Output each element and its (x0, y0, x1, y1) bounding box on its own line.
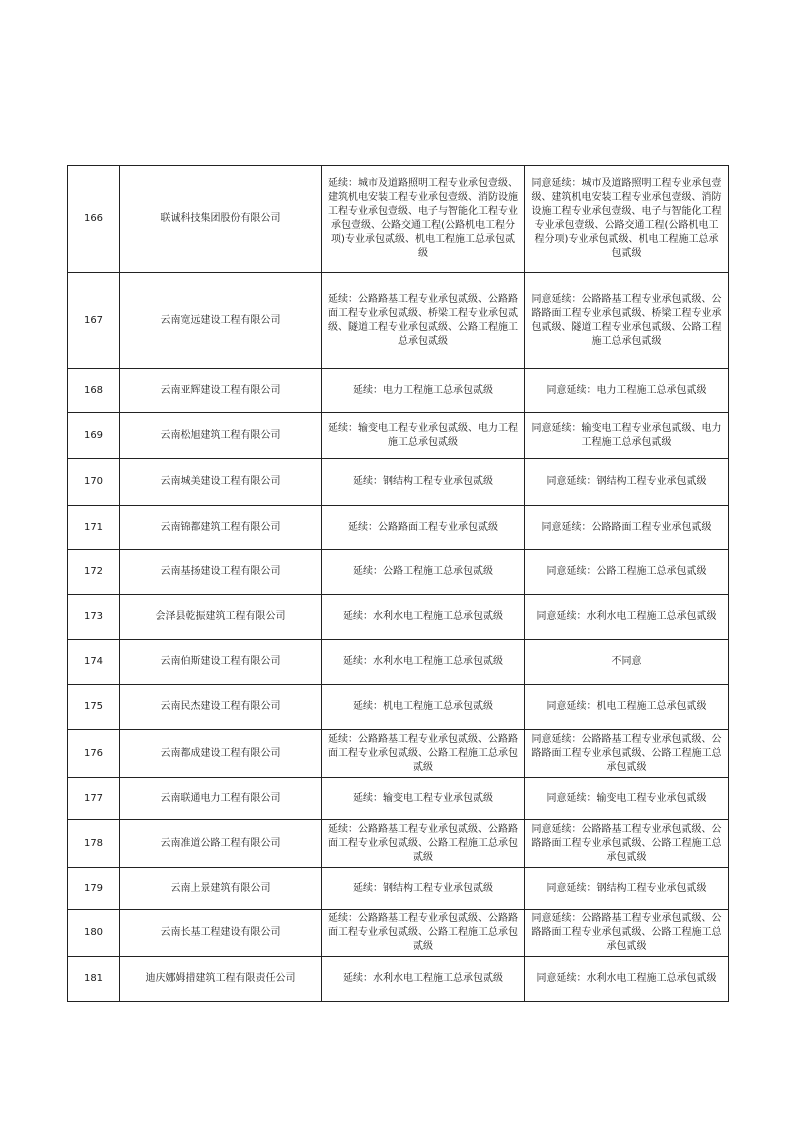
table-row (68, 957, 729, 1002)
review-result: 同意延续：公路路面工程专业承包贰级 (525, 506, 729, 550)
table-row (68, 910, 729, 957)
company-name: 云南准道公路工程有限公司 (120, 820, 322, 868)
review-result: 同意延续：公路路基工程专业承包贰级、公路路面工程专业承包贰级、公路工程施工总承包贰级 (525, 730, 729, 778)
review-result: 同意延续：公路工程施工总承包贰级 (525, 550, 729, 595)
table-row (68, 550, 729, 595)
review-result: 同意延续：水利水电工程施工总承包贰级 (525, 957, 729, 1002)
table-row (68, 595, 729, 640)
table-row (68, 506, 729, 550)
application-content: 延续：水利水电工程施工总承包贰级 (322, 595, 525, 640)
row-number: 166 (68, 166, 120, 273)
application-content: 延续：水利水电工程施工总承包贰级 (322, 957, 525, 1002)
row-number: 175 (68, 685, 120, 730)
review-result: 同意延续：水利水电工程施工总承包贰级 (525, 595, 729, 640)
company-name: 云南亚辉建设工程有限公司 (120, 369, 322, 413)
row-number: 176 (68, 730, 120, 778)
application-content: 延续：输变电工程专业承包贰级、电力工程施工总承包贰级 (322, 413, 525, 459)
table-row (68, 685, 729, 730)
company-name: 云南宽远建设工程有限公司 (120, 273, 322, 369)
company-name: 云南联通电力工程有限公司 (120, 778, 322, 820)
review-result: 同意延续：电力工程施工总承包贰级 (525, 369, 729, 413)
row-number: 178 (68, 820, 120, 868)
application-content: 延续：公路路基工程专业承包贰级、公路路面工程专业承包贰级、桥梁工程专业承包贰级、隧道工程专业承包贰级、公路工程施工总承包贰级 (322, 273, 525, 369)
company-name: 云南锦都建筑工程有限公司 (120, 506, 322, 550)
row-number: 179 (68, 868, 120, 910)
row-number: 169 (68, 413, 120, 459)
table-row (68, 820, 729, 868)
company-name: 云南城美建设工程有限公司 (120, 459, 322, 506)
row-number: 173 (68, 595, 120, 640)
company-name: 云南上景建筑有限公司 (120, 868, 322, 910)
application-content: 延续：公路路面工程专业承包贰级 (322, 506, 525, 550)
review-result: 同意延续：公路路基工程专业承包贰级、公路路面工程专业承包贰级、公路工程施工总承包贰级 (525, 910, 729, 957)
row-number: 171 (68, 506, 120, 550)
table-body (68, 166, 729, 1002)
review-result: 不同意 (525, 640, 729, 685)
row-number: 172 (68, 550, 120, 595)
review-result: 同意延续：城市及道路照明工程专业承包壹级、建筑机电安装工程专业承包壹级、消防设施工程专业承包壹级、电子与智能化工程专业承包壹级、公路交通工程(公路机电工程分项)专业承包贰级、机电工程施工总承包贰级 (525, 166, 729, 273)
review-result: 同意延续：钢结构工程专业承包贰级 (525, 868, 729, 910)
table-row (68, 369, 729, 413)
review-result: 同意延续：输变电工程专业承包贰级 (525, 778, 729, 820)
company-name: 云南民杰建设工程有限公司 (120, 685, 322, 730)
review-result: 同意延续：输变电工程专业承包贰级、电力工程施工总承包贰级 (525, 413, 729, 459)
row-number: 181 (68, 957, 120, 1002)
qualification-table (67, 165, 729, 1002)
company-name: 云南长基工程建设有限公司 (120, 910, 322, 957)
review-result: 同意延续：公路路基工程专业承包贰级、公路路面工程专业承包贰级、桥梁工程专业承包贰级、隧道工程专业承包贰级、公路工程施工总承包贰级 (525, 273, 729, 369)
application-content: 延续：公路路基工程专业承包贰级、公路路面工程专业承包贰级、公路工程施工总承包贰级 (322, 820, 525, 868)
row-number: 180 (68, 910, 120, 957)
company-name: 云南伯斯建设工程有限公司 (120, 640, 322, 685)
application-content: 延续：电力工程施工总承包贰级 (322, 369, 525, 413)
application-content: 延续：公路路基工程专业承包贰级、公路路面工程专业承包贰级、公路工程施工总承包贰级 (322, 730, 525, 778)
application-content: 延续：公路工程施工总承包贰级 (322, 550, 525, 595)
company-name: 联诚科技集团股份有限公司 (120, 166, 322, 273)
company-name: 会泽县乾振建筑工程有限公司 (120, 595, 322, 640)
row-number: 167 (68, 273, 120, 369)
table-row (68, 166, 729, 273)
application-content: 延续：公路路基工程专业承包贰级、公路路面工程专业承包贰级、公路工程施工总承包贰级 (322, 910, 525, 957)
application-content: 延续：机电工程施工总承包贰级 (322, 685, 525, 730)
row-number: 174 (68, 640, 120, 685)
row-number: 170 (68, 459, 120, 506)
application-content: 延续：钢结构工程专业承包贰级 (322, 459, 525, 506)
table-row (68, 459, 729, 506)
company-name: 迪庆娜姆措建筑工程有限责任公司 (120, 957, 322, 1002)
review-result: 同意延续：钢结构工程专业承包贰级 (525, 459, 729, 506)
application-content: 延续：水利水电工程施工总承包贰级 (322, 640, 525, 685)
company-name: 云南松旭建筑工程有限公司 (120, 413, 322, 459)
review-result: 同意延续：公路路基工程专业承包贰级、公路路面工程专业承包贰级、公路工程施工总承包贰级 (525, 820, 729, 868)
company-name: 云南都成建设工程有限公司 (120, 730, 322, 778)
application-content: 延续：输变电工程专业承包贰级 (322, 778, 525, 820)
application-content: 延续：城市及道路照明工程专业承包壹级、建筑机电安装工程专业承包壹级、消防设施工程专业承包壹级、电子与智能化工程专业承包壹级、公路交通工程(公路机电工程分项)专业承包贰级、机电工程施工总承包贰级 (322, 166, 525, 273)
row-number: 177 (68, 778, 120, 820)
application-content: 延续：钢结构工程专业承包贰级 (322, 868, 525, 910)
table-row (68, 413, 729, 459)
table-row (68, 730, 729, 778)
company-name: 云南基扬建设工程有限公司 (120, 550, 322, 595)
table-row (68, 778, 729, 820)
table-row (68, 868, 729, 910)
review-result: 同意延续：机电工程施工总承包贰级 (525, 685, 729, 730)
table-row (68, 273, 729, 369)
table-row (68, 640, 729, 685)
row-number: 168 (68, 369, 120, 413)
